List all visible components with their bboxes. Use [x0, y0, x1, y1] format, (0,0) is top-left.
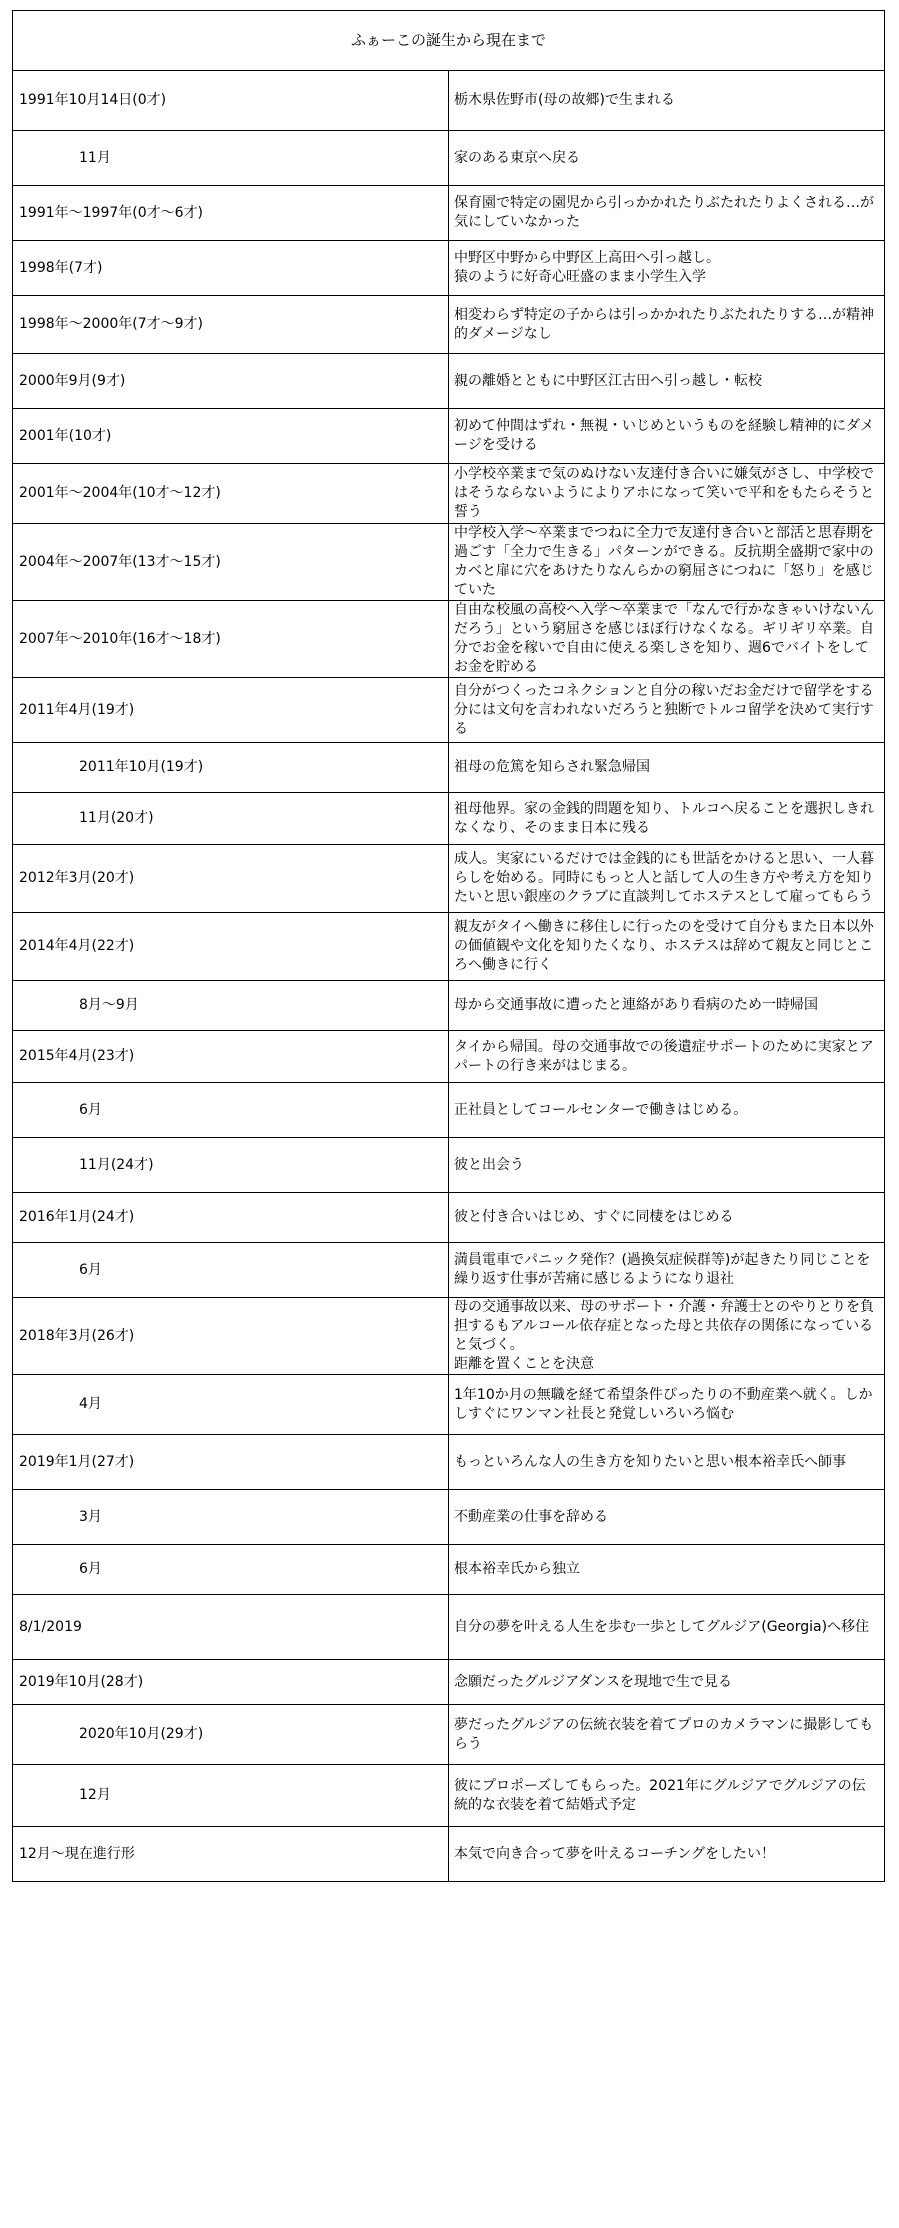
row-event: 初めて仲間はずれ・無視・いじめというものを経験し精神的にダメージを受ける [449, 409, 885, 464]
table-row [13, 845, 885, 913]
row-date: 2001年～2004年(10才～12才) [13, 464, 449, 524]
row-event: 自由な校風の高校へ入学～卒業まで「なんで行かなきゃいけないんだろう」という窮屈さを感じほぼ行けなくなる。ギリギリ卒業。自分でお金を稼いで自由に使える楽しさを知り、週6でバイトをしてお金を貯める [449, 601, 885, 678]
row-event: 家のある東京へ戻る [449, 131, 885, 186]
row-event: 夢だったグルジアの伝統衣装を着てプロのカメラマンに撮影してもらう [449, 1705, 885, 1765]
row-date: 1998年(7才) [13, 241, 449, 296]
row-date: 2012年3月(20才) [13, 845, 449, 913]
table-row [13, 71, 885, 131]
row-date: 6月 [13, 1243, 449, 1298]
table-row [13, 241, 885, 296]
row-event: 中野区中野から中野区上高田へ引っ越し。 猿のように好奇心旺盛のまま小学生入学 [449, 241, 885, 296]
table-row [13, 296, 885, 354]
row-event: 根本裕幸氏から独立 [449, 1545, 885, 1595]
row-date: 2018年3月(26才) [13, 1298, 449, 1375]
row-event: タイから帰国。母の交通事故での後遺症サポートのために実家とアパートの行き来がはじまる。 [449, 1031, 885, 1083]
row-event: 彼にプロポーズしてもらった。2021年にグルジアでグルジアの伝統的な衣装を着て結婚式予定 [449, 1765, 885, 1827]
row-date: 6月 [13, 1545, 449, 1595]
row-date: 2015年4月(23才) [13, 1031, 449, 1083]
table-row [13, 524, 885, 601]
row-event: 本気で向き合って夢を叶えるコーチングをしたい！ [449, 1827, 885, 1882]
table-row [13, 1435, 885, 1490]
row-event: 1年10か月の無職を経て希望条件ぴったりの不動産業へ就く。しかしすぐにワンマン社長と発覚しいろいろ悩む [449, 1375, 885, 1435]
table-title: ふぁーこの誕生から現在まで [13, 11, 885, 71]
row-date: 2016年1月(24才) [13, 1193, 449, 1243]
table-row [13, 1031, 885, 1083]
table-row [13, 186, 885, 241]
row-date: 2019年1月(27才) [13, 1435, 449, 1490]
row-date: 6月 [13, 1083, 449, 1138]
row-event: 彼と出会う [449, 1138, 885, 1193]
row-event: 自分がつくったコネクションと自分の稼いだお金だけで留学をする分には文句を言われないだろうと独断でトルコ留学を決めて実行する [449, 678, 885, 743]
row-date: 4月 [13, 1375, 449, 1435]
row-event: 母の交通事故以来、母のサポート・介護・弁護士とのやりとりを負担するもアルコール依存症となった母と共依存の関係になっていると気づく。 距離を置くことを決意 [449, 1298, 885, 1375]
row-event: 彼と付き合いはじめ、すぐに同棲をはじめる [449, 1193, 885, 1243]
row-event: 母から交通事故に遭ったと連絡があり看病のため一時帰国 [449, 981, 885, 1031]
table-row [13, 601, 885, 678]
table-row [13, 1705, 885, 1765]
table-row [13, 1490, 885, 1545]
title-row [13, 11, 885, 71]
row-event: 栃木県佐野市(母の故郷)で生まれる [449, 71, 885, 131]
row-date: 2007年～2010年(16才～18才) [13, 601, 449, 678]
table-row [13, 1827, 885, 1882]
row-event: 親の離婚とともに中野区江古田へ引っ越し・転校 [449, 354, 885, 409]
table-row [13, 1375, 885, 1435]
row-date: 8月～9月 [13, 981, 449, 1031]
row-date: 2004年～2007年(13才～15才) [13, 524, 449, 601]
row-date: 2011年4月(19才) [13, 678, 449, 743]
row-date: 2000年9月(9才) [13, 354, 449, 409]
table-row [13, 1243, 885, 1298]
row-event: 祖母他界。家の金銭的問題を知り、トルコへ戻ることを選択しきれなくなり、そのまま日本に残る [449, 793, 885, 845]
row-event: 保育園で特定の園児から引っかかれたりぶたれたりよくされる…が気にしていなかった [449, 186, 885, 241]
table-row [13, 1545, 885, 1595]
row-event: 正社員としてコールセンターで働きはじめる。 [449, 1083, 885, 1138]
table-row [13, 409, 885, 464]
table-row [13, 131, 885, 186]
table-row [13, 913, 885, 981]
row-date: 11月 [13, 131, 449, 186]
row-event: 不動産業の仕事を辞める [449, 1490, 885, 1545]
row-event: 相変わらず特定の子からは引っかかれたりぶたれたりする…が精神的ダメージなし [449, 296, 885, 354]
table-row [13, 354, 885, 409]
row-date: 12月～現在進行形 [13, 1827, 449, 1882]
row-date: 11月(20才) [13, 793, 449, 845]
row-date: 2020年10月(29才) [13, 1705, 449, 1765]
row-date: 1991年10月14日(0才) [13, 71, 449, 131]
table-row [13, 743, 885, 793]
table-row [13, 1138, 885, 1193]
table-row [13, 1595, 885, 1660]
row-date: 8/1/2019 [13, 1595, 449, 1660]
table-row [13, 1083, 885, 1138]
row-event: 念願だったグルジアダンスを現地で生で見る [449, 1660, 885, 1705]
table-row [13, 678, 885, 743]
timeline-table [12, 10, 885, 1882]
row-event: 中学校入学～卒業までつねに全力で友達付き合いと部活と思春期を過ごす「全力で生きる」パターンができる。反抗期全盛期で家中のカベと扉に穴をあけたりなんらかの窮屈さにつねに「怒り」を感じていた [449, 524, 885, 601]
row-event: もっといろんな人の生き方を知りたいと思い根本裕幸氏へ師事 [449, 1435, 885, 1490]
row-date: 2014年4月(22才) [13, 913, 449, 981]
row-date: 1991年～1997年(0才～6才) [13, 186, 449, 241]
row-date: 11月(24才) [13, 1138, 449, 1193]
table-row [13, 793, 885, 845]
row-event: 小学校卒業まで気のぬけない友達付き合いに嫌気がさし、中学校ではそうならないようによりアホになって笑いで平和をもたらそうと誓う [449, 464, 885, 524]
row-date: 1998年～2000年(7才～9才) [13, 296, 449, 354]
row-date: 2001年(10才) [13, 409, 449, 464]
table-row [13, 464, 885, 524]
row-date: 2019年10月(28才) [13, 1660, 449, 1705]
row-event: 親友がタイへ働きに移住しに行ったのを受けて自分もまた日本以外の価値観や文化を知りたくなり、ホステスは辞めて親友と同じところへ働きに行く [449, 913, 885, 981]
row-event: 自分の夢を叶える人生を歩む一歩としてグルジア(Georgia)へ移住 [449, 1595, 885, 1660]
row-date: 2011年10月(19才) [13, 743, 449, 793]
row-event: 祖母の危篤を知らされ緊急帰国 [449, 743, 885, 793]
table-row [13, 981, 885, 1031]
row-date: 3月 [13, 1490, 449, 1545]
table-row [13, 1765, 885, 1827]
row-event: 成人。実家にいるだけでは金銭的にも世話をかけると思い、一人暮らしを始める。同時にもっと人と話して人の生き方や考え方を知りたいと思い銀座のクラブに直談判してホステスとして雇ってもらう [449, 845, 885, 913]
table-row [13, 1193, 885, 1243]
table-row [13, 1298, 885, 1375]
row-event: 満員電車でパニック発作？(過換気症候群等)が起きたり同じことを繰り返す仕事が苦痛に感じるようになり退社 [449, 1243, 885, 1298]
table-row [13, 1660, 885, 1705]
row-date: 12月 [13, 1765, 449, 1827]
